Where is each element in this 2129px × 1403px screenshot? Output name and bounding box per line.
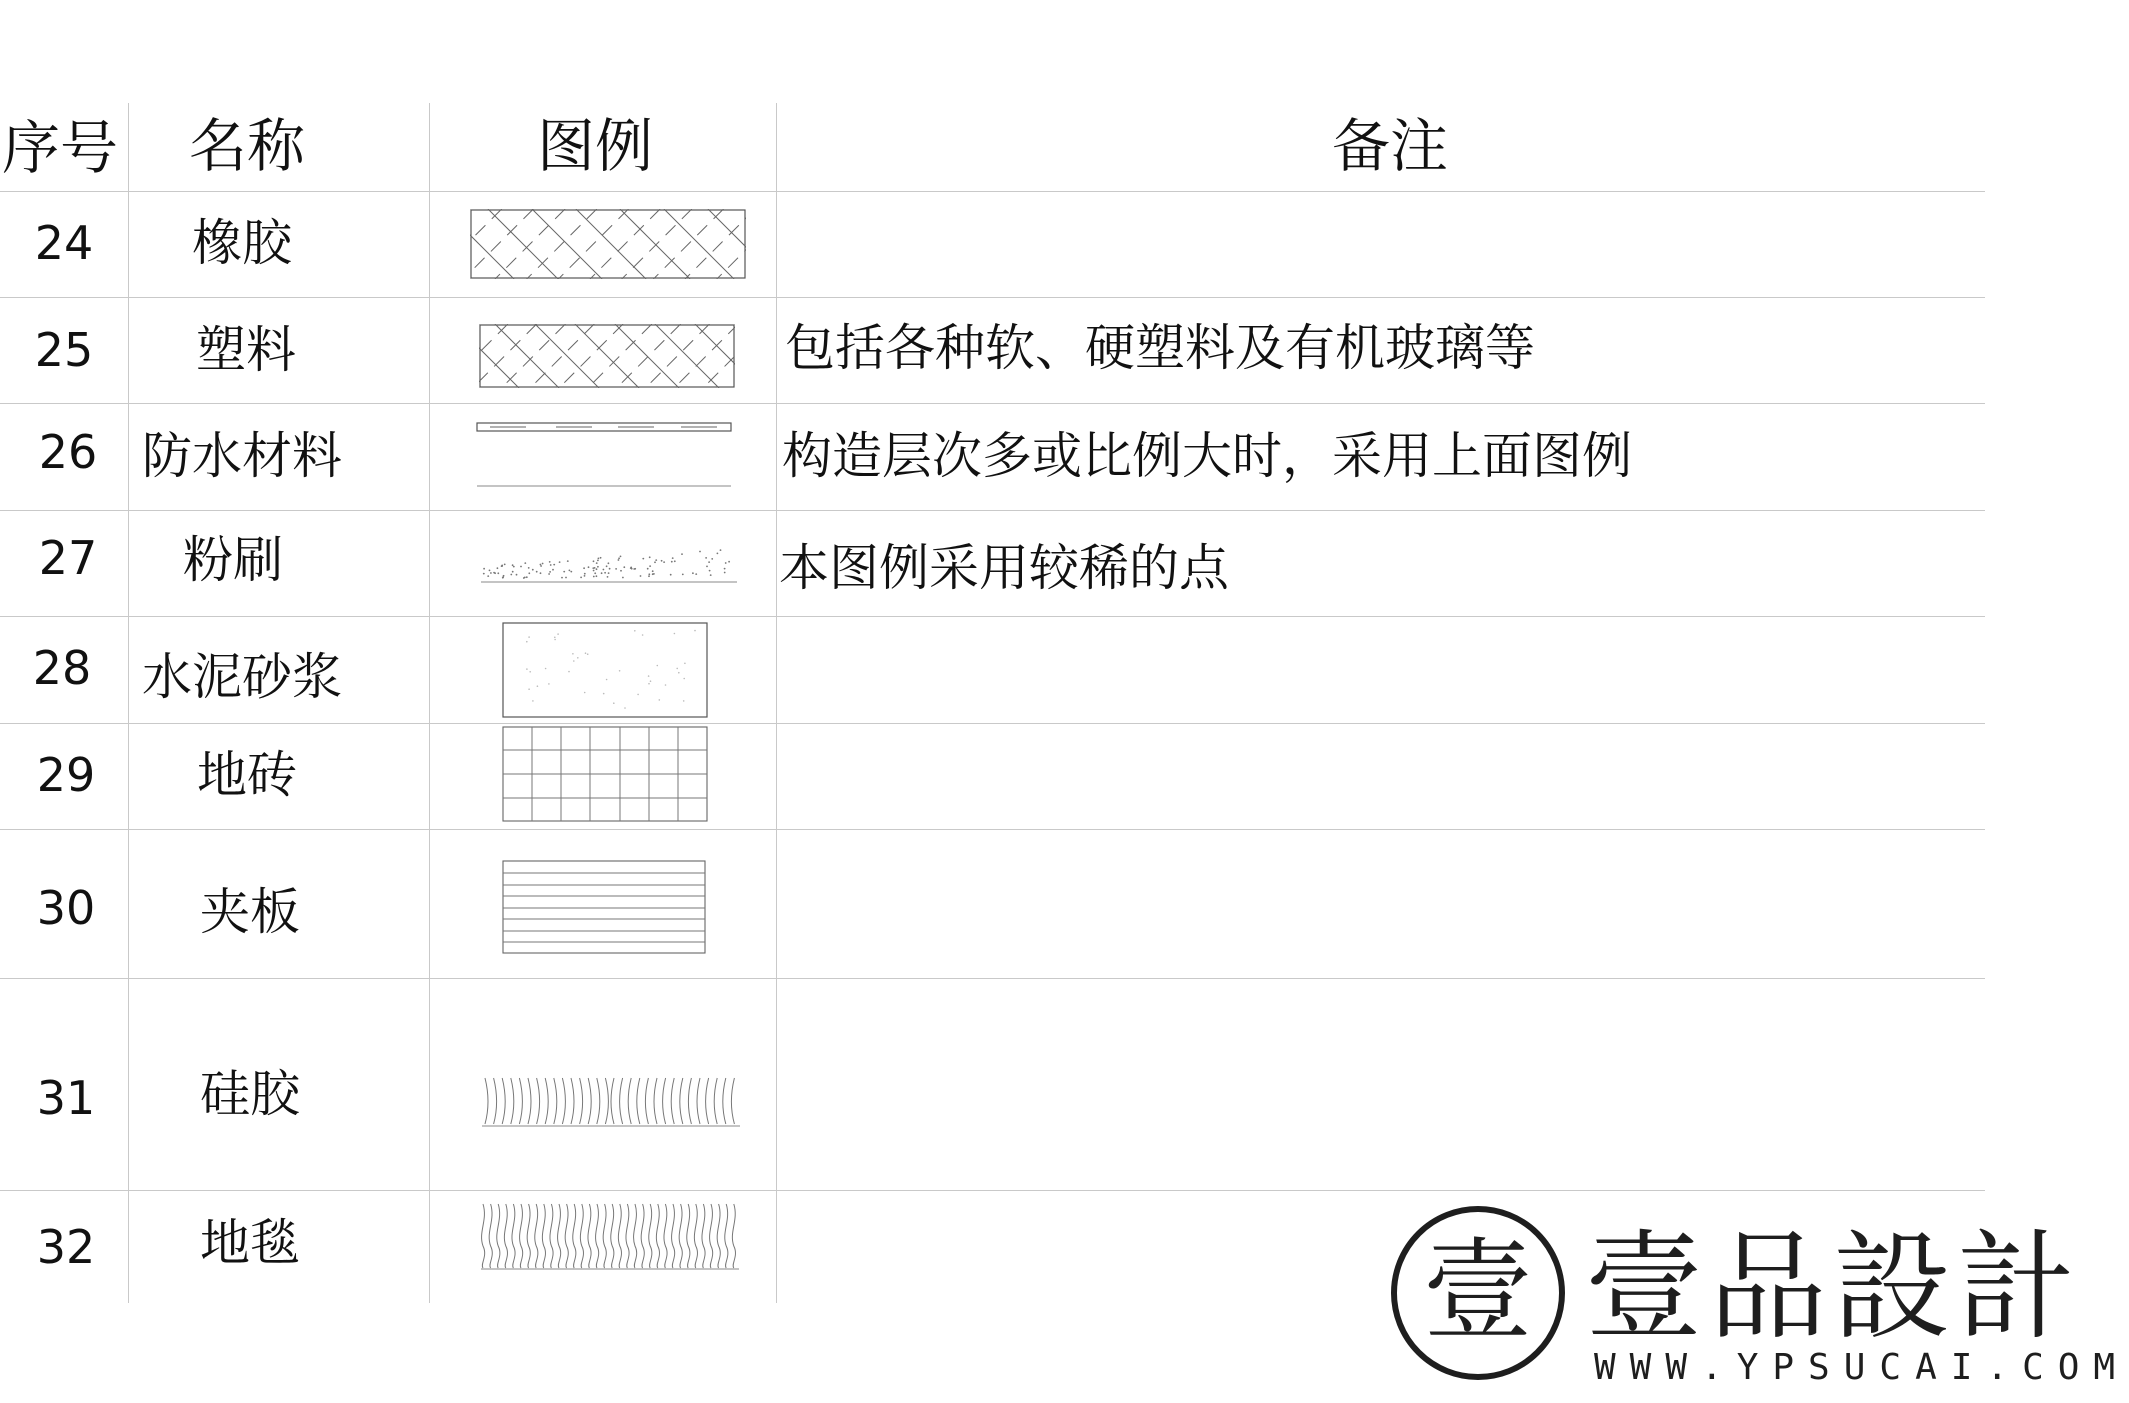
row-divider	[0, 191, 1985, 192]
row-divider	[0, 1190, 1985, 1191]
legend-pattern-silicone	[481, 1076, 741, 1130]
row-note: 包括各种软、硬塑料及有机玻璃等	[785, 319, 1535, 377]
row-divider	[0, 616, 1985, 617]
row-name: 防水材料	[142, 427, 342, 485]
row-note: 构造层次多或比例大时，采用上面图例	[782, 427, 1632, 485]
legend-pattern-waterproof	[476, 420, 732, 490]
row-name: 橡胶	[192, 214, 292, 272]
column-divider	[429, 103, 430, 1303]
row-name: 粉刷	[183, 531, 283, 589]
row-divider	[0, 297, 1985, 298]
row-index: 31	[36, 1071, 96, 1125]
row-index: 25	[34, 323, 94, 377]
row-index: 27	[38, 531, 98, 585]
row-name: 硅胶	[200, 1065, 300, 1123]
row-name: 塑料	[196, 321, 296, 379]
row-divider	[0, 723, 1985, 724]
row-divider	[0, 403, 1985, 404]
row-name: 夹板	[200, 883, 300, 941]
row-index: 30	[36, 881, 96, 935]
column-divider	[128, 103, 129, 1303]
brand-logo-seal	[1388, 1203, 1568, 1383]
row-name: 地毯	[200, 1214, 300, 1272]
legend-pattern-carpet	[480, 1202, 740, 1272]
row-index: 26	[38, 425, 98, 479]
row-index: 28	[32, 641, 92, 695]
header-index: 序号	[1, 114, 119, 182]
legend-pattern-cement	[502, 622, 708, 718]
legend-pattern-plastic	[479, 324, 735, 388]
row-index: 29	[36, 748, 96, 802]
legend-pattern-plywood	[502, 860, 706, 954]
row-index: 24	[34, 216, 94, 270]
row-divider	[0, 829, 1985, 830]
legend-pattern-floor-tile	[502, 726, 708, 822]
column-divider	[776, 103, 777, 1303]
row-divider	[0, 978, 1985, 979]
row-name: 地砖	[197, 746, 297, 804]
brand-name: 壹品設計	[1585, 1218, 2082, 1356]
header-legend: 图例	[536, 112, 654, 180]
row-divider	[0, 510, 1985, 511]
legend-pattern-rubber	[470, 209, 746, 279]
brand-logo-glyph: 壹	[1423, 1227, 1533, 1355]
brand-url: WWW.YPSUCAI.COM	[1594, 1347, 2129, 1388]
row-name: 水泥砂浆	[142, 648, 342, 706]
header-remarks: 备注	[1331, 112, 1449, 180]
row-note: 本图例采用较稀的点	[779, 539, 1229, 597]
header-name: 名称	[188, 112, 306, 180]
legend-pattern-plaster	[480, 548, 738, 586]
row-index: 32	[36, 1220, 96, 1274]
